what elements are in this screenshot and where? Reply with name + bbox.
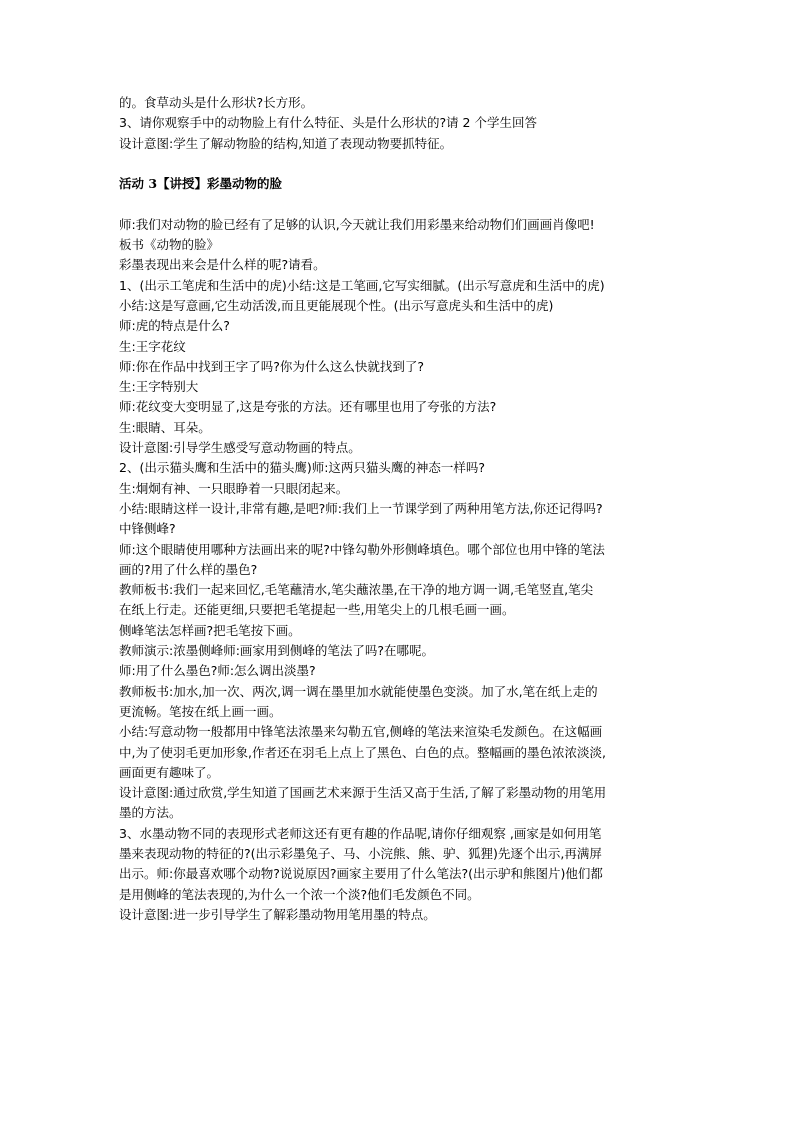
text-line: 设计意图:引导学生感受写意动物画的特点。 [119, 440, 361, 456]
blank-line [119, 154, 679, 174]
text-line: 设计意图:学生了解动物脸的结构,知道了表现动物要抓特征。 [119, 135, 453, 151]
text-line: 中锋侧峰? [119, 521, 176, 537]
text-line: 是用侧峰的笔法表现的,为什么一个浓一个淡?他们毛发颜色不同。 [119, 886, 480, 902]
blank-line [119, 194, 679, 214]
text-line: 教师演示:浓墨侧峰师:画家用到侧峰的笔法了吗?在哪呢。 [119, 643, 435, 659]
text-line: 师:花纹变大变明显了,这是夸张的方法。还有哪里也用了夸张的方法? [119, 399, 497, 415]
text-line: 生:炯炯有神、一只眼睁着一只眼闭起来。 [119, 480, 349, 496]
text-line: 生:王字花纹 [119, 338, 186, 354]
text-line: 2、(出示猫头鹰和生活中的猫头鹰)师:这两只猫头鹰的神态一样吗? [119, 460, 486, 476]
text-line: 师:你在作品中找到王字了吗?你为什么这么快就找到了? [119, 358, 424, 374]
text-line: 生:眼睛、耳朵。 [119, 419, 211, 435]
text-line: 的。食草动头是什么形状?长方形。 [119, 95, 314, 110]
text-line: 生:王字特别大 [119, 379, 199, 395]
text-line: 师:虎的特点是什么? [119, 318, 230, 334]
text-line: 出示。师:你最喜欢哪个动物?说说原因?画家主要用了什么笔法?(出示驴和熊图片)他们都 [119, 866, 603, 882]
text-line: 3、请你观察手中的动物脸上有什么特征、头是什么形状的?请 2 个学生回答 [119, 115, 537, 131]
text-line: 小结:写意动物一般都用中锋笔法浓墨来勾勒五官,侧峰的笔法来渲染毛发颜色。在这幅画 [119, 724, 603, 740]
text-line: 设计意图:进一步引导学生了解彩墨动物用笔用墨的特点。 [119, 906, 436, 922]
text-line: 在纸上行走。还能更细,只要把毛笔提起一些,用笔尖上的几根毛画一画。 [119, 602, 515, 618]
text-line: 小结:这是写意画,它生动活泼,而且更能展现个性。(出示写意虎头和生活中的虎) [119, 297, 554, 313]
document-page [119, 93, 679, 925]
text-line: 画面更有趣味了。 [119, 764, 220, 780]
text-line: 侧峰笔法怎样画?把毛笔按下画。 [119, 622, 301, 638]
text-line: 师:这个眼睛使用哪种方法画出来的呢?中锋勾勒外形侧峰填色。哪个部位也用中锋的笔法 [119, 541, 605, 557]
text-line: 教师板书:加水,加一次、两次,调一调在墨里加水就能使墨色变淡。加了水,笔在纸上走的 [119, 683, 598, 699]
text-line: 墨的方法。 [119, 805, 182, 821]
text-line: 设计意图:通过欣赏,学生知道了国画艺术来源于生活又高于生活,了解了彩墨动物的用笔用 [119, 785, 607, 801]
text-line: 1、(出示工笔虎和生活中的虎)小结:这是工笔画,它写实细腻。(出示写意虎和生活中的虎) [119, 277, 605, 293]
text-line: 墨来表现动物的特征的?(出示彩墨兔子、马、小浣熊、熊、驴、狐狸)先逐个出示,再满屏 [119, 845, 602, 861]
text-line: 教师板书:我们一起来回忆,毛笔蘸清水,笔尖蘸浓墨,在干净的地方调一调,毛笔竖直,笔尖 [119, 582, 594, 598]
text-line: 师:用了什么墨色?师:怎么调出淡墨? [119, 663, 316, 679]
text-line: 师:我们对动物的脸已经有了足够的认识,今天就让我们用彩墨来给动物们们画画肖像吧! [119, 216, 595, 232]
text-line: 彩墨表现出来会是什么样的呢?请看。 [119, 257, 326, 273]
text-line: 更流畅。笔按在纸上画一画。 [119, 703, 282, 719]
text-line: 小结:眼睛这样一设计,非常有趣,是吧?师:我们上一节课学到了两种用笔方法,你还记得吗? [119, 500, 603, 516]
text-line: 板书《动物的脸》 [119, 237, 220, 253]
section-heading: 活动 3【讲授】彩墨动物的脸 [119, 176, 283, 192]
text-line: 3、水墨动物不同的表现形式老师这还有更有趣的作品呢,请你仔细观察 ,画家是如何用笔 [119, 825, 602, 841]
text-line: 中,为了使羽毛更加形象,作者还在羽毛上点上了黑色、白色的点。整幅画的墨色浓浓淡淡, [119, 744, 606, 760]
text-line: 画的?用了什么样的墨色? [119, 561, 258, 577]
